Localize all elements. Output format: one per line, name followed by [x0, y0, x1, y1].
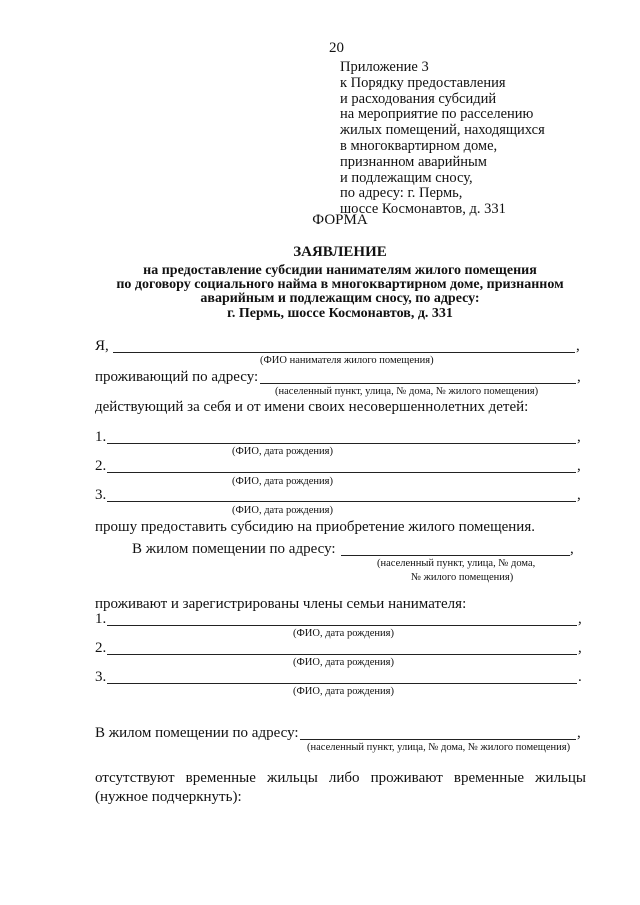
form-label: ФОРМА: [312, 212, 368, 228]
applicant-prefix: Я,: [95, 338, 109, 354]
dwelling-label: В жилом помещении по адресу:: [132, 541, 336, 557]
family-caption: (ФИО, дата рождения): [293, 686, 395, 697]
residence-caption: (населенный пункт, улица, № дома, № жилого помещения): [275, 386, 539, 397]
comma: ,: [577, 725, 581, 741]
appendix-note: Приложение 3 к Порядку предоставления и расходования субсидий на мероприятие по расселению жилых помещений, находящихся в многоквартирном доме, признанном аварийным и подлежащим сносу, по адресу: г. Пермь, шоссе Космонавтов, д. 331: [340, 59, 545, 218]
temporary-residents-text: отсутствуют временные жильцы либо проживают временные жильцы: [95, 770, 586, 786]
document-title: ЗАЯВЛЕНИЕ: [293, 244, 387, 260]
period: .: [578, 669, 582, 685]
dwelling-address-field[interactable]: [341, 555, 570, 556]
document-subtitle: на предоставление субсидии нанимателям жилого помещения по договору социального найма в многоквартирном доме, признанном аварийным и подлежащим сносу, по адресу: г. Пермь, шоссе Космонавтов, д. 331: [116, 263, 564, 321]
comma: ,: [578, 640, 582, 656]
comma: ,: [577, 458, 581, 474]
child-3-field[interactable]: [107, 501, 576, 502]
temporary-residents-note: (нужное подчеркнуть):: [95, 789, 242, 805]
family-member-2-field[interactable]: [107, 654, 577, 655]
child-caption: (ФИО, дата рождения): [232, 505, 334, 516]
family-member-1-field[interactable]: [107, 625, 577, 626]
family-caption: (ФИО, дата рождения): [293, 628, 395, 639]
comma: ,: [577, 429, 581, 445]
request-text: прошу предоставить субсидию на приобретение жилого помещения.: [95, 519, 535, 535]
acting-text: действующий за себя и от имени своих несовершеннолетних детей:: [95, 399, 529, 415]
dwelling2-address-field[interactable]: [300, 739, 576, 740]
dwelling2-label: В жилом помещении по адресу:: [95, 725, 299, 741]
dwelling2-caption: (населенный пункт, улица, № дома, № жилого помещения): [307, 742, 571, 753]
family-number: 2.: [95, 640, 107, 656]
comma: ,: [576, 338, 580, 354]
family-number: 1.: [95, 611, 107, 627]
child-caption: (ФИО, дата рождения): [232, 446, 334, 457]
applicant-name-field[interactable]: [113, 352, 575, 353]
page-number: 20: [329, 40, 344, 56]
residence-address-field[interactable]: [260, 383, 576, 384]
registered-text: проживают и зарегистрированы члены семьи нанимателя:: [95, 596, 467, 612]
family-caption: (ФИО, дата рождения): [293, 657, 395, 668]
child-1-field[interactable]: [107, 443, 576, 444]
comma: ,: [577, 487, 581, 503]
child-number: 2.: [95, 458, 107, 474]
child-2-field[interactable]: [107, 472, 576, 473]
child-number: 3.: [95, 487, 107, 503]
child-number: 1.: [95, 429, 107, 445]
comma: ,: [570, 541, 574, 557]
applicant-caption: (ФИО нанимателя жилого помещения): [260, 355, 434, 366]
family-member-3-field[interactable]: [107, 683, 577, 684]
family-number: 3.: [95, 669, 107, 685]
comma: ,: [578, 611, 582, 627]
residence-label: проживающий по адресу:: [95, 369, 259, 385]
child-caption: (ФИО, дата рождения): [232, 476, 334, 487]
comma: ,: [577, 369, 581, 385]
dwelling-caption-line2: № жилого помещения): [411, 572, 514, 583]
dwelling-caption-line1: (населенный пункт, улица, № дома,: [377, 558, 536, 569]
